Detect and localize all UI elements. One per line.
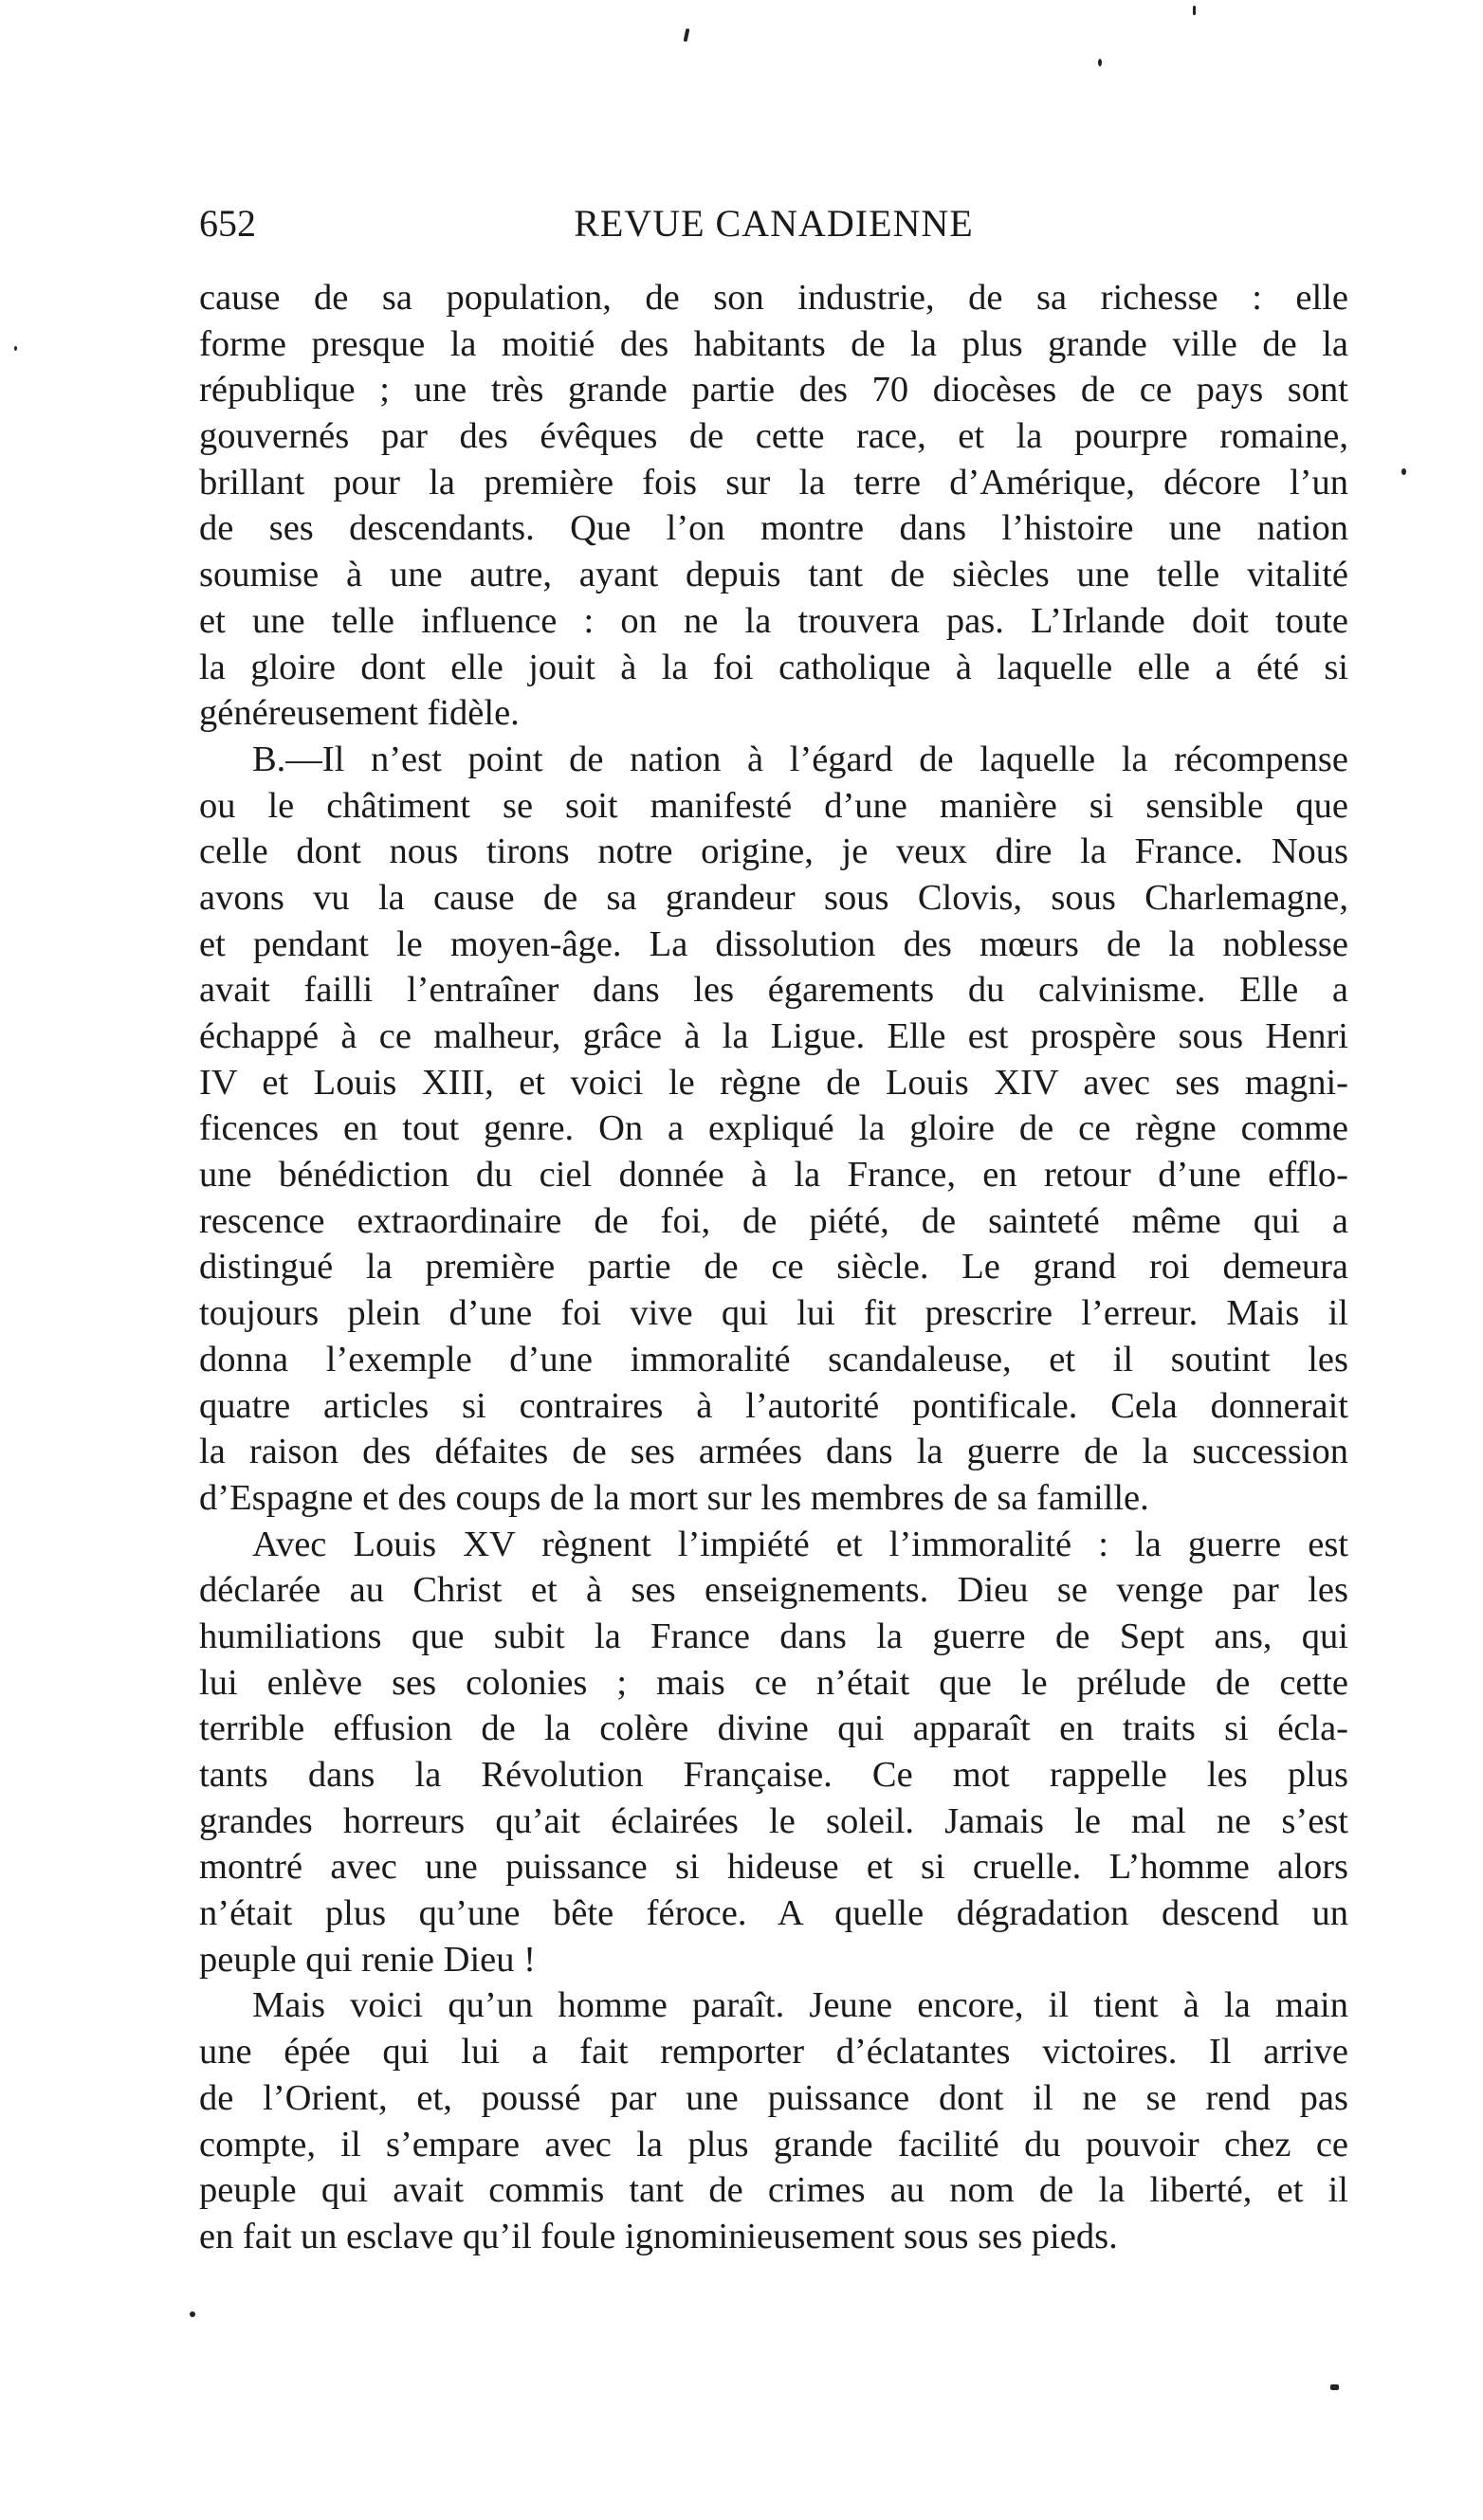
paragraph (199, 1982, 1348, 2259)
scan-speck (684, 28, 690, 43)
text-line: grandes horreurs qu’ait éclairées le soleil. Jamais le mal ne s’est (199, 1800, 1348, 1841)
text-line: IV et Louis XIII, et voici le règne de Louis XIV avec ses magni- (199, 1062, 1348, 1103)
text-line: la raison des défaites de ses armées dans la guerre de la succession (199, 1432, 1348, 1472)
text-line: humiliations que subit la France dans la guerre de Sept ans, qui (199, 1616, 1348, 1656)
scan-speck (1193, 6, 1196, 15)
text-line: peuple qui renie Dieu ! (199, 1939, 536, 1980)
text-line: de ses descendants. Que l’on montre dans l’histoire une nation (199, 508, 1348, 549)
scan-speck (1401, 468, 1406, 475)
text-line: d’Espagne et des coups de la mort sur les membres de sa famille. (199, 1477, 1149, 1518)
text-line: B.—Il n’est point de nation à l’égard de laquelle la récompense (252, 739, 1348, 779)
text-line: une bénédiction du ciel donnée à la France, en retour d’une efflo- (199, 1155, 1348, 1196)
text-line: déclarée au Christ et à ses enseignements. Dieu se venge par les (199, 1570, 1348, 1611)
text-line: compte, il s’empare avec la plus grande facilité du pouvoir chez ce (199, 2124, 1348, 2164)
text-line: terrible effusion de la colère divine qui apparaît en traits si écla- (199, 1708, 1348, 1749)
paragraph (199, 737, 1348, 1522)
text-line: donna l’exemple d’une immoralité scandaleuse, et il soutint les (199, 1339, 1348, 1379)
text-line: ficences en tout genre. On a expliqué la gloire de ce règne comme (199, 1108, 1348, 1149)
text-line: Avec Louis XV règnent l’impiété et l’immoralité : la guerre est (252, 1524, 1348, 1564)
text-line: rescence extraordinaire de foi, de piété, de sainteté même qui a (199, 1200, 1348, 1241)
scan-speck (14, 346, 17, 351)
text-line: ou le châtiment se soit manifesté d’une manière si sensible que (199, 785, 1348, 826)
page-number: 652 (199, 202, 256, 245)
text-line: quatre articles si contraires à l’autorité pontificale. Cela donnerait (199, 1385, 1348, 1426)
text-line: cause de sa population, de son industrie, de sa richesse : elle (199, 278, 1348, 318)
text-line: et pendant le moyen-âge. La dissolution des mœurs de la noblesse (199, 923, 1348, 964)
scan-speck (1330, 2384, 1339, 2390)
paragraph (199, 1522, 1348, 1983)
text-line: tants dans la Révolution Française. Ce mot rappelle les plus (199, 1755, 1348, 1795)
scan-speck (190, 2311, 195, 2317)
text-line: la gloire dont elle jouit à la foi catholique à laquelle elle a été si (199, 647, 1348, 687)
text-line: gouvernés par des évêques de cette race, et la pourpre romaine, (199, 416, 1348, 457)
text-line: échappé à ce malheur, grâce à la Ligue. Elle est prospère sous Henri (199, 1016, 1348, 1056)
running-title: REVUE CANADIENNE (574, 202, 974, 245)
text-line: et une telle influence : on ne la trouvera pas. L’Irlande doit toute (199, 600, 1348, 641)
text-line: Mais voici qu’un homme paraît. Jeune encore, il tient à la main (252, 1985, 1348, 2026)
text-line: de l’Orient, et, poussé par une puissance dont il ne se rend pas (199, 2077, 1348, 2118)
scan-speck (1098, 59, 1102, 66)
text-line: peuple qui avait commis tant de crimes au nom de la liberté, et il (199, 2170, 1348, 2211)
text-line: généreusement fidèle. (199, 693, 520, 734)
page-header (199, 197, 1348, 250)
paragraph (199, 275, 1348, 737)
text-line: toujours plein d’une foi vive qui lui fit prescrire l’erreur. Mais il (199, 1293, 1348, 1334)
text-line: forme presque la moitié des habitants de la plus grande ville de la (199, 323, 1348, 364)
text-line: celle dont nous tirons notre origine, je veux dire la France. Nous (199, 831, 1348, 872)
text-line: n’était plus qu’une bête féroce. A quelle dégradation descend un (199, 1893, 1348, 1934)
text-line: avons vu la cause de sa grandeur sous Clovis, sous Charlemagne, (199, 877, 1348, 918)
text-line: lui enlève ses colonies ; mais ce n’était que le prélude de cette (199, 1662, 1348, 1703)
text-line: avait failli l’entraîner dans les égarements du calvinisme. Elle a (199, 970, 1348, 1011)
text-line: distingué la première partie de ce siècle. Le grand roi demeura (199, 1247, 1348, 1287)
text-line: une épée qui lui a fait remporter d’éclatantes victoires. Il arrive (199, 2032, 1348, 2073)
text-line: brillant pour la première fois sur la terre d’Amérique, décore l’un (199, 462, 1348, 502)
body-text (199, 275, 1348, 2260)
text-line: montré avec une puissance si hideuse et si cruelle. L’homme alors (199, 1847, 1348, 1888)
text-line: en fait un esclave qu’il foule ignominieusement sous ses pieds. (199, 2216, 1118, 2256)
text-line: république ; une très grande partie des 70 diocèses de ce pays sont (199, 370, 1348, 411)
text-line: soumise à une autre, ayant depuis tant de siècles une telle vitalité (199, 555, 1348, 595)
